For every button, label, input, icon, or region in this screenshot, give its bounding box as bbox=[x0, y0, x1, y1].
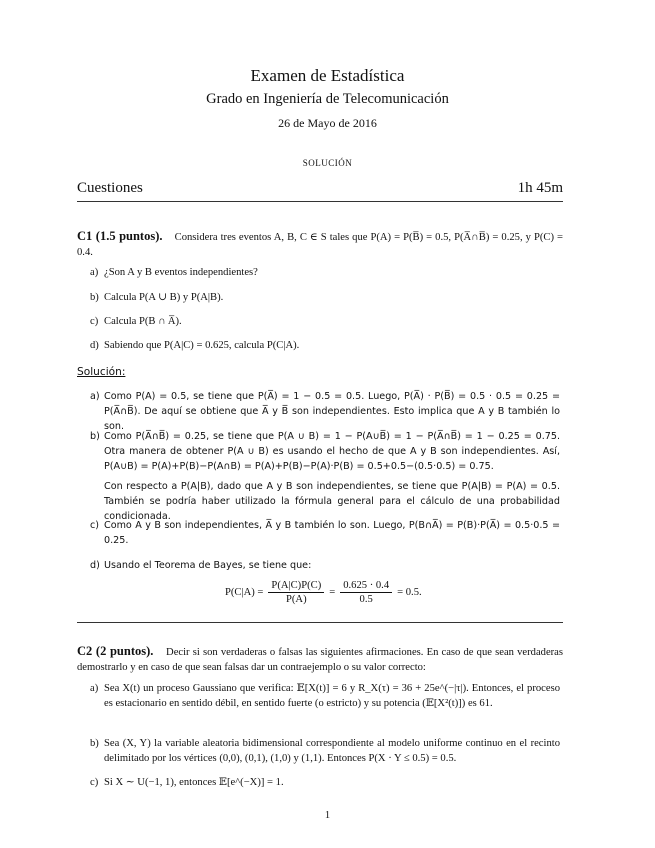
section-duration: 1h 45m bbox=[517, 180, 563, 196]
exam-title: Examen de Estadística bbox=[250, 66, 405, 85]
c2-statement: Decir si son verdaderas o falsas las siguientes afirmaciones. En caso de que sean verdaderas demostrarlo y en caso de que sean falsas dar un contraejemplo o su valor correcto: bbox=[77, 647, 563, 673]
degree-name: Grado en Ingeniería de Telecomunicación bbox=[206, 91, 449, 107]
c1-heading: C1 (1.5 puntos). bbox=[77, 229, 163, 243]
exam-page: Examen de Estadística Grado en Ingeniería de Telecomunicación 26 de Mayo de 2016 solución Cuestiones 1h 45m C1 (1.5 puntos). Considera tres eventos A, B, C ∈ S tales que P(A) = P(B̅) = 0.5, P(A̅∩B̅) = 0.25, y P(C) = 0.4. a) ¿Son A y B eventos independientes? b) Calcula P(A ∪ B) y P(A|B). c) Calcula P(B ∩ A̅). d) Sabiendo que P(A|C) = 0.625, calcula P(C|A). Solución: a) Como P(A) = 0.5, se tiene que P(A̅) = 1 − 0.5 = 0.5. Luego, P(A̅) · P(B̅) = 0.5 · 0.5 = 0.25 = P(A̅∩B̅). De aquí se obtiene que A̅ y B̅ son independientes. Esto implica que A y B también lo son. b) Como P(A̅∩B̅) = 0.25, se tiene que P(A ∪ B) = 1 − P(A∪B̅) = 1 − P(A̅∩B̅) = 1 − 0.25 = 0.75. Otra manera de obtener P(A ∪ B) es usando el hecho de que A y B son independientes. Así, P(A∪B) = P(A)+P(B)−P(A∩B) = P(A)+P(B)−P(A)·P(B) = 0.5+0.5−(0.5·0.5) = 0.75. Con respecto a P(A|B), dado que A y B son independientes, se tiene que P(A|B) = P(A) = 0.5. También se podría haber utilizado la fórmula general para el cálculo de una probabilidad condicionada. c) Como A y B son independientes, A̅ y B también lo son. Luego, P(B∩A̅) = P(B)·P(A̅) = 0.5·0.5 = 0.25. d) Usando el Teorema de Bayes, se tiene que: P(C|A) = $\frac{P(A|C)P(C)}{P(A)}$ = $\frac{0.625 \cdot 0.4}{0.5}$ = 0.5. C2 (2 puntos). Decir si son verdaderas o falsas las siguientes afirmaciones. En caso de que sean verdaderas demostrarlo y en caso de que sean falsas dar un contraejemplo o su valor correcto: a) Sea X(t) un proceso Gaussiano que verifica: 𝔼[X(t)] = 6 y R_X(τ) = 36 + 25e^(−|τ|). Entonces, el proceso es estacionario en sentido débil, en sentido fuerte (o estricto) y su potencia (𝔼[X²(t)]) es 61. b) Sea (X, Y) la variable aleatoria bidimensional correspondiente al modelo uniforme continuo en el recinto delimitado por los vértices (0,0), (0,1), (1,0) y (1,1). Entonces P(X · Y ≤ 0.5) = 0.5. c) Si X ∼ U(−1, 1), entonces 𝔼[e^(−X)] = 1. 1 bbox=[0, 0, 655, 848]
exam-date: 26 de Mayo de 2016 bbox=[278, 116, 377, 130]
equation-fraction-1: $\frac{P(A|C)P(C)}{P(A)}$ bbox=[268, 580, 324, 605]
equation-fraction-2: $\frac{0.625 \cdot 0.4}{0.5}$ bbox=[340, 580, 392, 605]
solution-label: Solución: bbox=[77, 366, 126, 378]
solution-heading: solución bbox=[302, 155, 353, 169]
section-header bbox=[77, 180, 563, 197]
equation-result: = 0.5. bbox=[397, 587, 422, 598]
question-rule bbox=[77, 622, 563, 623]
c2-statement-block bbox=[77, 644, 563, 675]
page-number: 1 bbox=[324, 810, 331, 821]
c2-heading: C2 (2 puntos). bbox=[77, 644, 154, 658]
bayes-equation: P(C|A) = $\frac{P(A|C)P(C)}{P(A)}$ = $\frac{0.625 \cdot 0.4}{0.5}$ = 0.5. bbox=[225, 580, 422, 605]
equation-lhs: P(C|A) = bbox=[225, 587, 264, 598]
c1-statement-block bbox=[77, 229, 563, 260]
section-name: Cuestiones bbox=[77, 180, 143, 196]
section-rule bbox=[77, 201, 563, 202]
c1-statement: Considera tres eventos A, B, C ∈ S tales que P(A) = P(B̅) = 0.5, P(A̅∩B̅) = 0.25, y P(C) = 0.4. bbox=[77, 232, 563, 258]
